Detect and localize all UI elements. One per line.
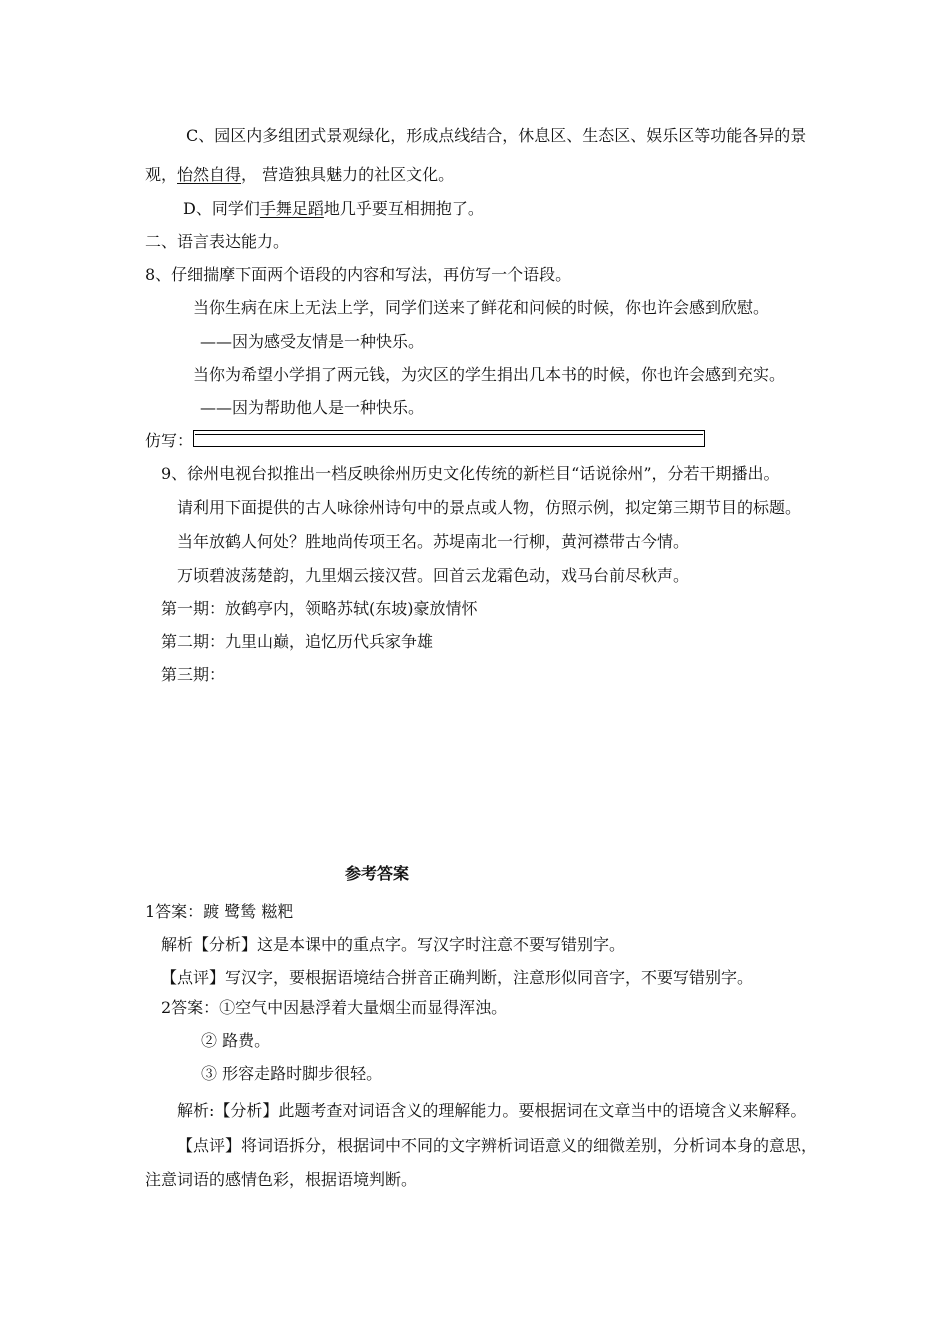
- answer-2-analysis: 解析:【分析】此题考查对词语含义的理解能力。要根据词在文章当中的语境含义来解释。: [177, 1101, 807, 1120]
- option-d-idiom: 手舞足蹈: [259, 199, 324, 218]
- option-d-pre: D、同学们: [183, 199, 260, 218]
- q8-passage2: 当你为希望小学捐了两元钱，为灾区的学生捐出几本书的时候，你也许会感到充实。: [193, 365, 786, 384]
- q9-line1: 9、徐州电视台拟推出一档反映徐州历史文化传统的新栏目“话说徐州”，分若干期播出。: [161, 464, 780, 483]
- option-c-post: ， 营造独具魅力的社区文化。: [241, 165, 455, 184]
- q9-episode3: 第三期：: [161, 665, 226, 684]
- option-d-post: 地几乎要互相拥抱了。: [323, 199, 484, 218]
- answer-2: 2答案：①空气中因悬浮着大量烟尘而显得浑浊。: [161, 998, 508, 1017]
- q9-episode1: 第一期：放鹤亭内，领略苏轼(东坡)豪放情怀: [161, 599, 478, 618]
- q9-poem1: 当年放鹤人何处？胜地尚传项王名。苏堤南北一行柳，黄河襟带古今情。: [177, 532, 690, 551]
- section2-heading: 二、语言表达能力。: [145, 232, 290, 251]
- answers-title: 参考答案: [345, 864, 410, 883]
- q8-prompt: 8、仔细揣摩下面两个语段的内容和写法，再仿写一个语段。: [145, 265, 572, 284]
- answer-1: 1答案：踱 鹭鸶 糍粑: [145, 902, 294, 921]
- option-c-pre: 观，: [145, 165, 178, 184]
- q8-passage2-tail: ——因为帮助他人是一种快乐。: [200, 398, 425, 417]
- q9-episode2: 第二期：九里山巅，追忆历代兵家争雄: [161, 632, 434, 651]
- imitate-answer-field[interactable]: [193, 430, 705, 447]
- option-d: [183, 199, 484, 219]
- answer-1-comment: 【点评】写汉字，要根据语境结合拼音正确判断，注意形似同音字，不要写错别字。: [161, 968, 754, 987]
- q9-line2: 请利用下面提供的古人咏徐州诗句中的景点或人物，仿照示例，拟定第三期节目的标题。: [177, 498, 802, 517]
- option-c-line2: [145, 165, 454, 185]
- q8-passage1: 当你生病在床上无法上学，同学们送来了鲜花和问候的时候，你也许会感到欣慰。: [193, 298, 770, 317]
- answer-2-comment-line2: 注意词语的感情色彩，根据语境判断。: [145, 1170, 418, 1189]
- answer-1-analysis: 解析【分析】这是本课中的重点字。写汉字时注意不要写错别字。: [161, 935, 626, 954]
- option-c-line1: C、园区内多组团式景观绿化，形成点线结合，休息区、生态区、娱乐区等功能各异的景: [186, 126, 807, 145]
- option-c-idiom: 怡然自得: [177, 165, 242, 184]
- imitate-label: 仿写：: [145, 431, 194, 450]
- answer-2-comment-line1: 【点评】将词语拆分，根据词中不同的文字辨析词语意义的细微差别，分析词本身的意思，: [177, 1136, 818, 1155]
- answer-2-item3: ③ 形容走路时脚步很轻。: [201, 1064, 383, 1083]
- q8-passage1-tail: ——因为感受友情是一种快乐。: [200, 332, 425, 351]
- q9-poem2: 万顷碧波荡楚韵，九里烟云接汉营。回首云龙霜色动，戏马台前尽秋声。: [177, 566, 690, 585]
- answer-2-item2: ② 路费。: [201, 1031, 271, 1050]
